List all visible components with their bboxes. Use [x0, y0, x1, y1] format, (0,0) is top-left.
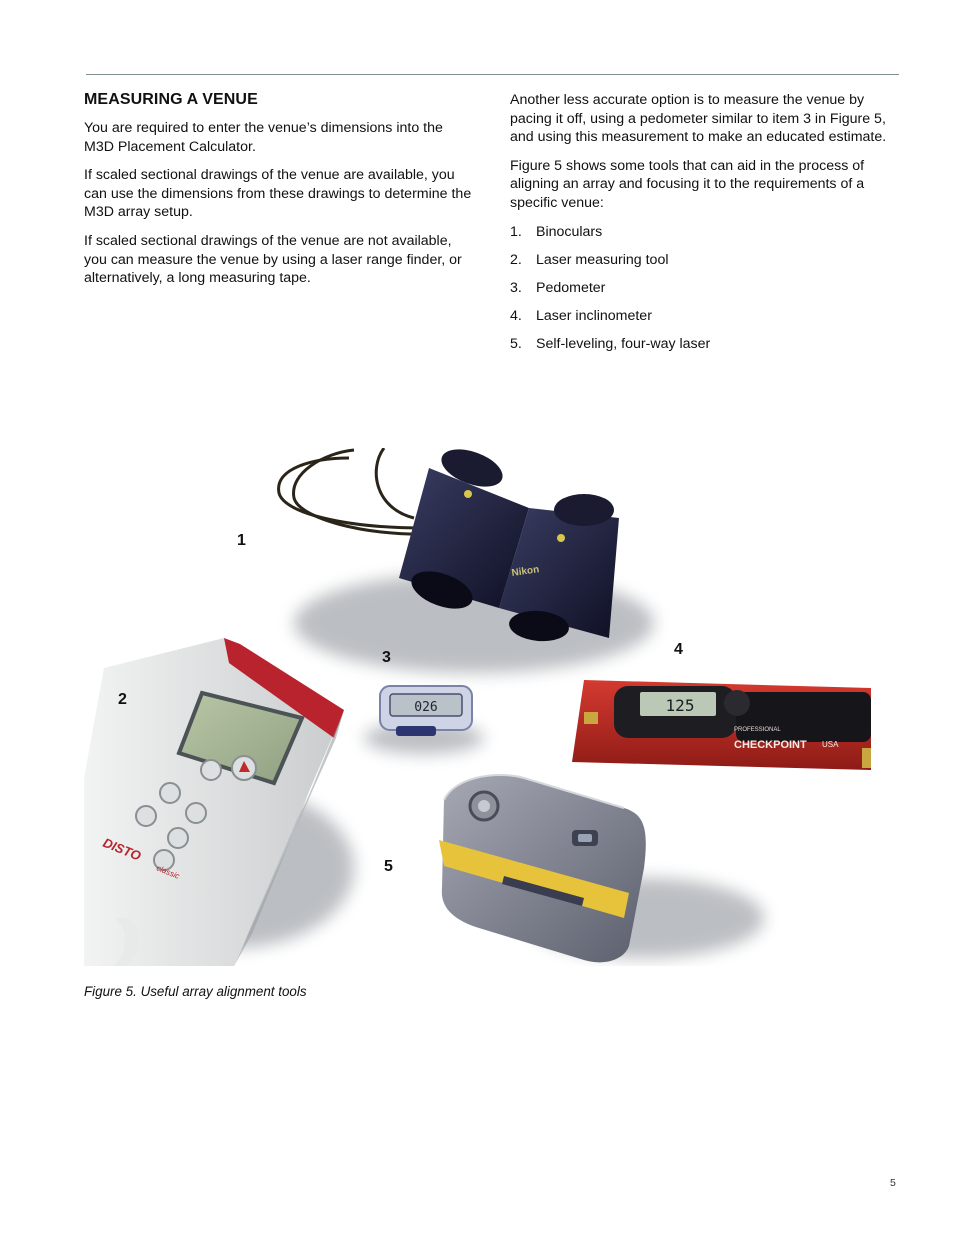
list-text: Laser inclinometer — [536, 308, 652, 325]
list-item — [510, 307, 900, 326]
list-item — [510, 335, 900, 354]
paragraph-tools-intro: Figure 5 shows some tools that can aid in the process of aligning an array and focusing it to the requirements of a specific venue: — [510, 157, 865, 211]
callout-1: 1 — [237, 532, 246, 549]
inclinometer-origin-label: USA — [822, 740, 839, 749]
callout-3: 3 — [382, 649, 391, 666]
paragraph-pacing: Another less accurate option is to measure the venue by pacing it off, using a pedometer similar to item 3 in Figure 5, and using this measurement to make an educated estimate. — [510, 92, 887, 146]
inclinometer-brand-label: CHECKPOINT — [734, 739, 807, 751]
list-item — [510, 279, 900, 298]
list-item — [510, 251, 900, 270]
list-number: 3. — [510, 279, 522, 296]
list-number: 2. — [510, 251, 522, 268]
right-column — [510, 91, 900, 364]
inclinometer-display-value: 125 — [665, 696, 695, 715]
callout-5: 5 — [384, 858, 393, 875]
page-number: 5 — [890, 1177, 896, 1189]
list-number: 1. — [510, 223, 522, 240]
tools-list — [510, 223, 900, 354]
pedometer-display-value: 026 — [414, 700, 438, 715]
list-number: 5. — [510, 336, 522, 353]
callout-4: 4 — [674, 641, 683, 658]
list-text: Self-leveling, four-way laser — [536, 336, 711, 353]
pedometer-photo — [380, 686, 472, 736]
disto-model-label: classic — [155, 863, 181, 881]
laser-inclinometer-photo — [572, 680, 871, 770]
section-heading: MEASURING A VENUE — [84, 91, 258, 108]
inclinometer-tagline-label: PROFESSIONAL — [734, 727, 781, 733]
header-rule — [86, 74, 899, 75]
paragraph-drawings-available: If scaled sectional drawings of the venue are available, you can use the dimensions from these drawings to determine the M3D array setup. — [84, 167, 472, 221]
binoculars-strap — [279, 448, 429, 534]
paragraph-drawings-unavailable: If scaled sectional drawings of the venue are not available, you can measure the venue by using a laser range finder, or alternatively, a long measuring tape. — [84, 232, 462, 287]
list-number: 4. — [510, 308, 522, 325]
list-text: Laser measuring tool — [536, 251, 669, 268]
list-text: Binoculars — [536, 223, 603, 240]
list-item — [510, 223, 900, 242]
figure-tools-photo — [84, 448, 871, 966]
paragraph-venue-dimensions: You are required to enter the venue’s dimensions into the M3D Placement Calculator. — [84, 120, 443, 155]
left-column — [84, 90, 476, 298]
disto-brand-label: DISTO — [100, 834, 144, 864]
figure-caption: Figure 5. Useful array alignment tools — [84, 984, 307, 999]
binoculars-brand-label: Nikon — [510, 564, 540, 579]
list-text: Pedometer — [536, 279, 606, 296]
four-way-laser-photo — [439, 775, 646, 962]
callout-2: 2 — [118, 691, 127, 708]
